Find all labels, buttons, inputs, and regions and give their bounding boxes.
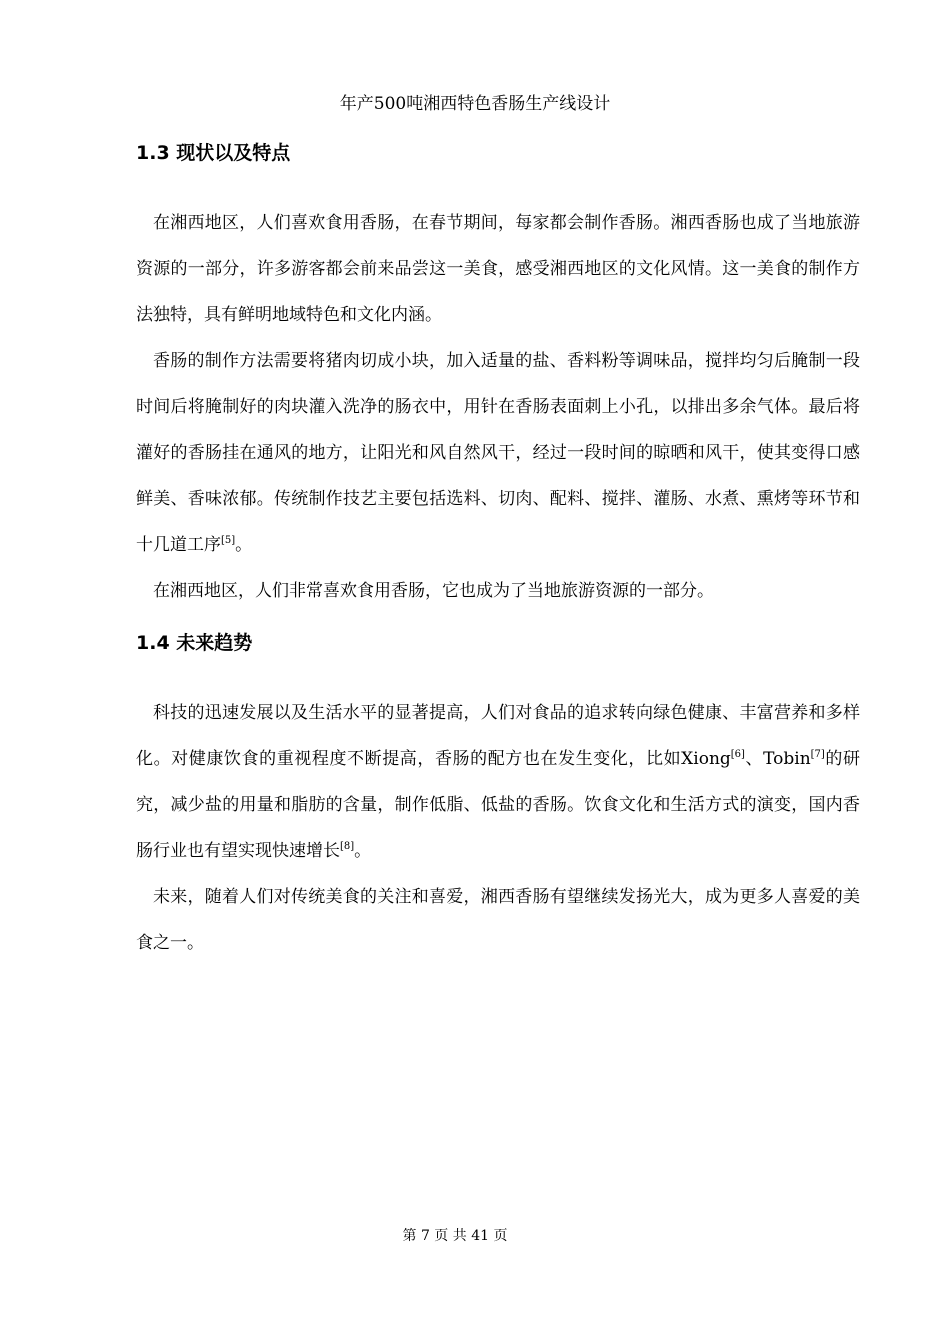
paragraph-text: 香肠的制作方法需要将猪肉切成小块，加入适量的盐、香料粉等调味品，搅拌均匀后腌制一段时间后将腌制好的肉块灌入洗净的肠衣中，用针在香肠表面刺上小孔，以排出多余气体。最后将灌好的香肠挂在通风的地方，让阳光和风自然风干，经过一段时间的晾晒和风干，使其变得口感鲜美、香味浓郁。传统制作技艺主要包括选料、切肉、配料、搅拌、灌肠、水煮、熏烤等环节和十几道工序 (136, 351, 860, 555)
paragraph (136, 690, 860, 874)
paragraph (136, 338, 860, 568)
citation-ref: [8] (340, 841, 355, 852)
paragraph: 在湘西地区，人们非常喜欢食用香肠，它也成为了当地旅游资源的一部分。 (153, 581, 714, 601)
citation-ref: [6] (730, 749, 745, 760)
section-heading: 1.4 未来趋势 (136, 632, 253, 654)
paragraph-text: 。 (354, 841, 372, 861)
paragraph-text: 。 (235, 535, 253, 555)
citation-ref: [7] (810, 749, 825, 760)
paragraph-text: 的研究，减少盐的用量和脂肪的含量，制作低脂、低盐的香肠。饮食文化和生活方式的演变，国内香肠行业也有望实现快速增长 (136, 749, 861, 861)
section-future-trends (136, 628, 860, 966)
section-current-status (136, 138, 860, 614)
paragraph: 未来，随着人们对传统美食的关注和喜爱，湘西香肠有望继续发扬光大，成为更多人喜爱的美食之一。 (136, 887, 860, 953)
page-body (136, 138, 860, 966)
page-footer: 第 7 页 共 41 页 (402, 1228, 508, 1244)
citation-ref: [5] (221, 535, 236, 546)
paragraph-text: 科技的迅速发展以及生活水平的显著提高，人们对食品的追求转向绿色健康、丰富营养和多样化。对健康饮食的重视程度不断提高，香肠的配方也在发生变化，比如Xiong (136, 703, 860, 769)
running-header: 年产500吨湘西特色香肠生产线设计 (339, 94, 611, 114)
paragraph: 在湘西地区，人们喜欢食用香肠，在春节期间，每家都会制作香肠。湘西香肠也成了当地旅游资源的一部分，许多游客都会前来品尝这一美食，感受湘西地区的文化风情。这一美食的制作方法独特，具有鲜明地域特色和文化内涵。 (136, 213, 860, 325)
paragraph-text: 、Tobin (744, 749, 811, 769)
section-heading: 1.3 现状以及特点 (136, 142, 291, 164)
